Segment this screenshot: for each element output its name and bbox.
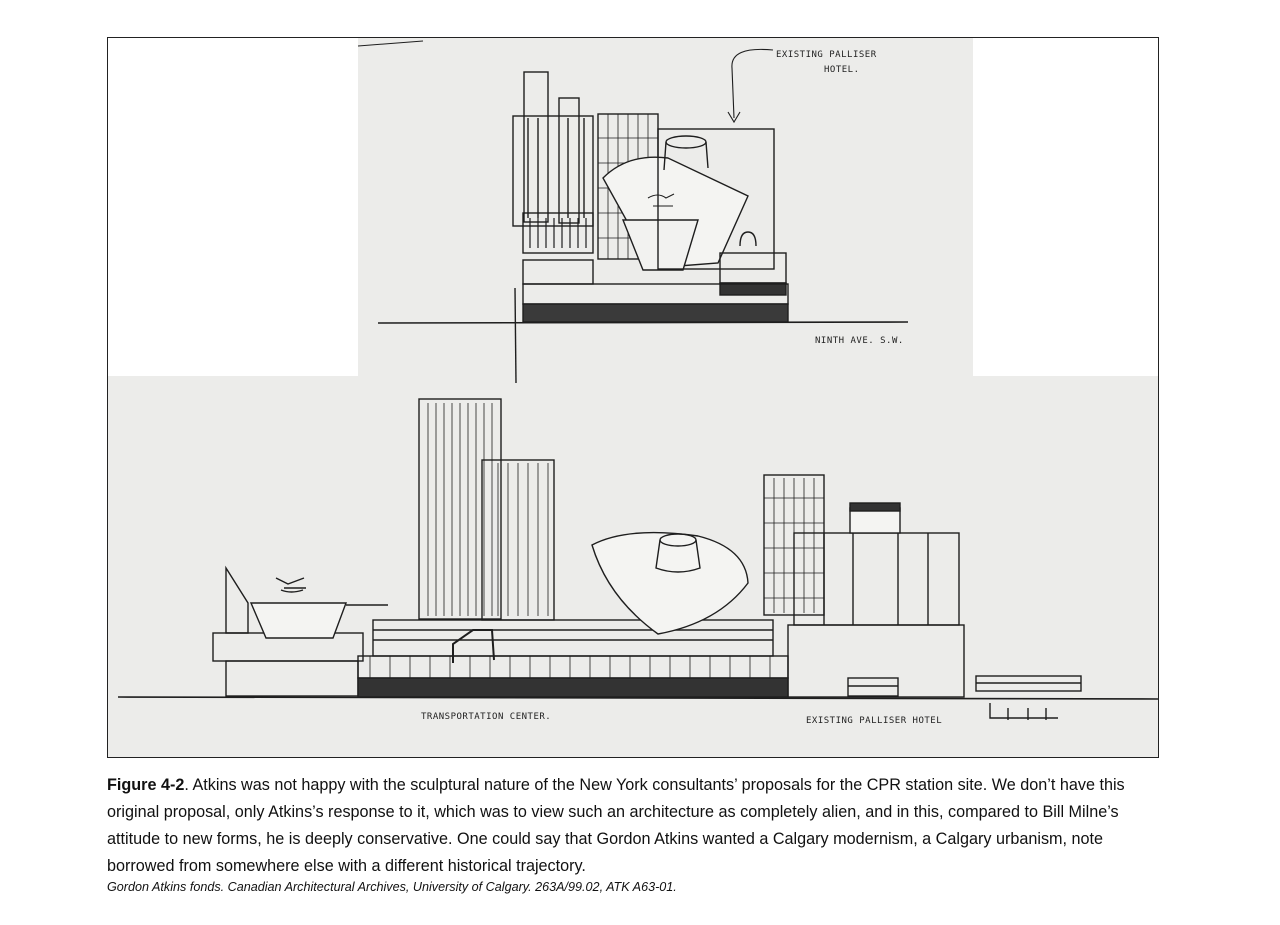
architectural-elevation-sketch xyxy=(108,38,1159,758)
caption-text: . Atkins was not happy with the sculptural nature of the New York consultants’ proposals for the CPR station site. We don’t have this original proposal, only Atkins’s response to it, which was to view such an architecture as completely alien, and in this, compared to Bill Milne’s attitude to new forms, he is deeply conservative. One could say that Gordon Atkins wanted a Calgary modernism, a Calgary urbanism, note borrowed from somewhere else with a different historical trajectory. xyxy=(107,776,1125,875)
annotation-existing-palliser-top-2: HOTEL. xyxy=(824,65,860,75)
annotation-existing-palliser-bottom: EXISTING PALLISER HOTEL xyxy=(806,716,943,726)
annotation-transportation-center: TRANSPORTATION CENTER. xyxy=(421,712,552,722)
figure-source-credit: Gordon Atkins fonds. Canadian Architectural Archives, University of Calgary. 263A/99.02, ATK A63-01. xyxy=(107,880,677,894)
annotation-ninth-ave: NINTH AVE. S.W. xyxy=(815,336,904,346)
annotation-existing-palliser-top-1: EXISTING PALLISER xyxy=(776,50,877,60)
figure-label: Figure 4-2 xyxy=(107,776,185,794)
figure-caption xyxy=(107,772,1167,880)
figure-4-2-sketch xyxy=(107,37,1159,758)
